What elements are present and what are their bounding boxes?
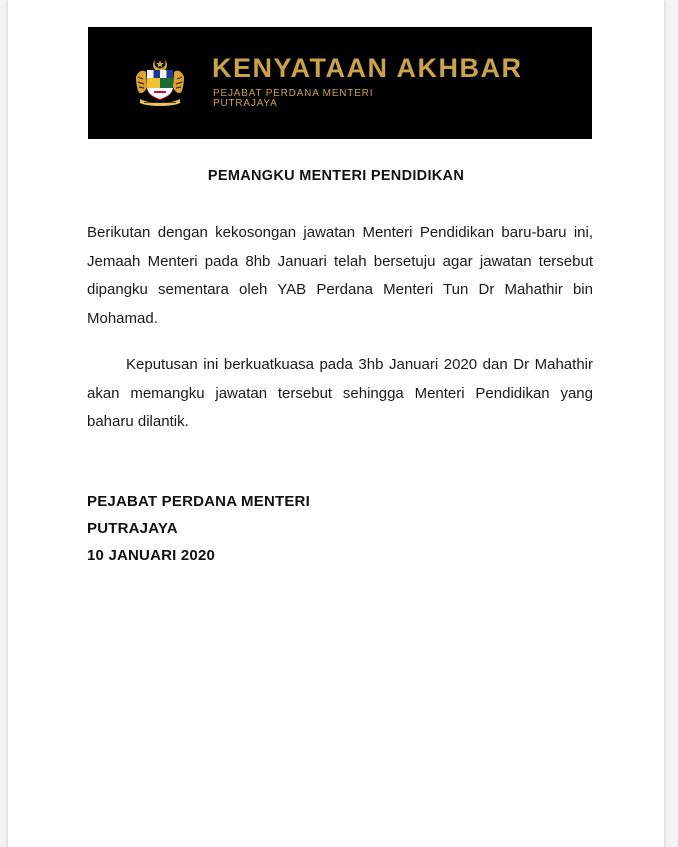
signature-place: PUTRAJAYA	[87, 520, 178, 537]
press-release-banner	[88, 27, 592, 139]
banner-place-label: PUTRAJAYA	[213, 98, 278, 109]
document-heading: PEMANGKU MENTERI PENDIDIKAN	[207, 168, 465, 184]
document-page	[8, 0, 664, 847]
body-paragraph-1: Berikutan dengan kekosongan jawatan Menteri Pendidikan baru-baru ini, Jemaah Menteri pada 8hb Januari telah bersetuju agar jawatan tersebut dipangku sementara oleh YAB Perdana Menteri Tun Dr Mahathir bin Mohamad.	[87, 224, 593, 328]
signature-date: 10 JANUARI 2020	[87, 547, 216, 564]
signature-office: PEJABAT PERDANA MENTERI	[87, 493, 310, 510]
banner-office-label: PEJABAT PERDANA MENTERI	[213, 88, 374, 99]
press-release-title: KENYATAAN AKHBAR	[212, 53, 523, 83]
malaysia-coat-of-arms-icon	[134, 57, 186, 107]
body-paragraph-2: Keputusan ini berkuatkuasa pada 3hb Januari 2020 dan Dr Mahathir akan memangku jawatan tersebut sehingga Menteri Pendidikan yang baharu dilantik.	[87, 356, 593, 431]
